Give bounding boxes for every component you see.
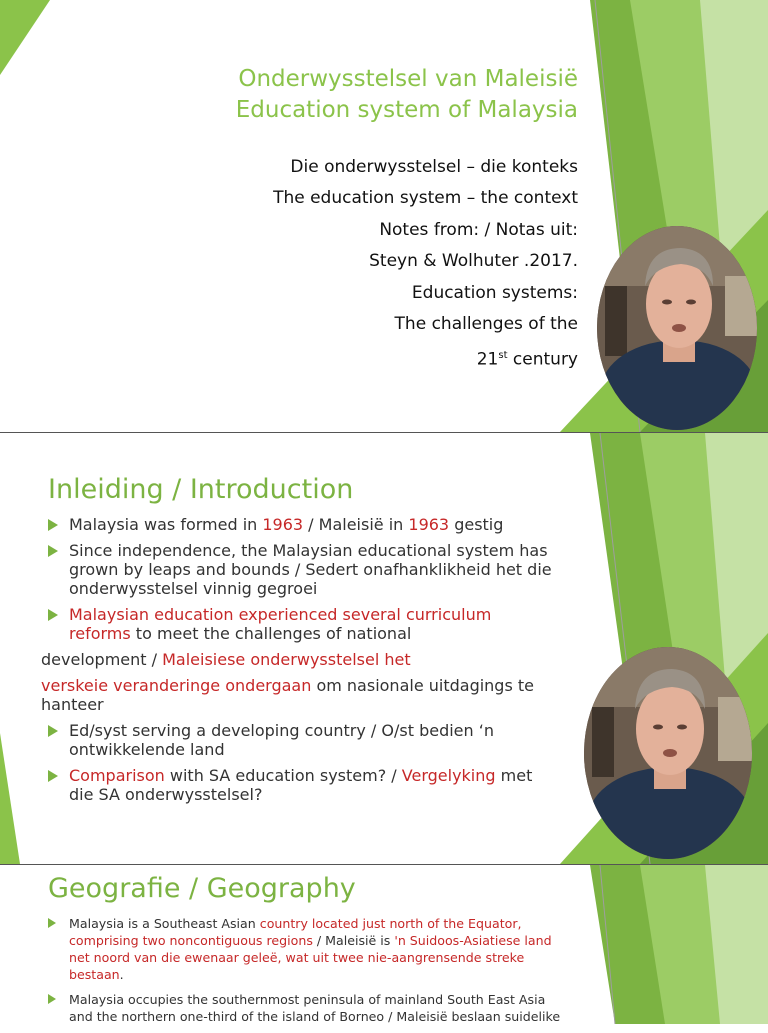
- section-heading: Inleiding / Introduction: [48, 474, 354, 505]
- bullet-arrow-icon: [48, 725, 58, 737]
- list-item: Since independence, the Malaysian educational system has grown by leaps and bounds / Sedert onafhanklikheid het die onderwysstelsel vinnig gegroei: [48, 541, 558, 598]
- subtitle-line: Steyn & Wolhuter .2017.: [369, 251, 578, 272]
- bullet-arrow-icon: [48, 918, 56, 928]
- list-item: verskeie veranderinge ondergaan om nasionale uitdagings te hanteer: [41, 676, 534, 714]
- bullet-arrow-icon: [48, 770, 58, 782]
- list-item: Malaysia is a Southeast Asian country located just north of the Equator, comprising two noncontiguous regions / Maleisië is 'n Suidoos-Asiatiese land net noord van die ewenaar geleë, wat uit twee nie-aangrensende streke bestaan.: [48, 915, 568, 983]
- presenter-video: [597, 226, 757, 430]
- subtitle-line: The challenges of the: [394, 314, 578, 335]
- list-item: Comparison with SA education system? / Vergelyking met die SA onderwysstelsel?: [48, 766, 558, 804]
- bullet-arrow-icon: [48, 545, 58, 557]
- section-heading: Geografie / Geography: [48, 873, 356, 904]
- presenter-video: [584, 647, 752, 859]
- slide-title: [0, 0, 768, 432]
- list-item: development / Maleisiese onderwysstelsel het: [41, 650, 411, 669]
- bullet-arrow-icon: [48, 994, 56, 1004]
- title-line-1: Onderwysstelsel van Maleisië: [238, 66, 578, 92]
- bullet-list: [41, 515, 558, 811]
- presenter-avatar: [597, 226, 757, 430]
- subtitle-line: Notes from: / Notas uit:: [379, 219, 578, 240]
- list-item: Malaysian education experienced several curriculum reforms to meet the challenges of national: [48, 605, 558, 643]
- bullet-arrow-icon: [48, 519, 58, 531]
- slide-subtitle: [273, 152, 578, 377]
- slide-title-text: [236, 64, 578, 126]
- list-item: Ed/syst serving a developing country / O/st bedien ‘n ontwikkelende land: [48, 721, 558, 759]
- subtitle-line-century: 21st century: [476, 350, 578, 371]
- bullet-list: [48, 915, 568, 1033]
- presenter-avatar: [584, 647, 752, 859]
- list-item: Malaysia occupies the southernmost peninsula of mainland South East Asia and the northern one-third of the island of Borneo / Maleisië beslaan suidelike: [48, 991, 568, 1025]
- subtitle-line: Education systems:: [411, 282, 578, 303]
- bullet-arrow-icon: [48, 609, 58, 621]
- list-item: Malaysia was formed in 1963 / Maleisië in 1963 gestig: [48, 515, 558, 534]
- subtitle-line: The education system – the context: [273, 188, 578, 209]
- subtitle-line: Die onderwysstelsel – die konteks: [290, 157, 578, 177]
- title-line-2: Education system of Malaysia: [235, 97, 578, 123]
